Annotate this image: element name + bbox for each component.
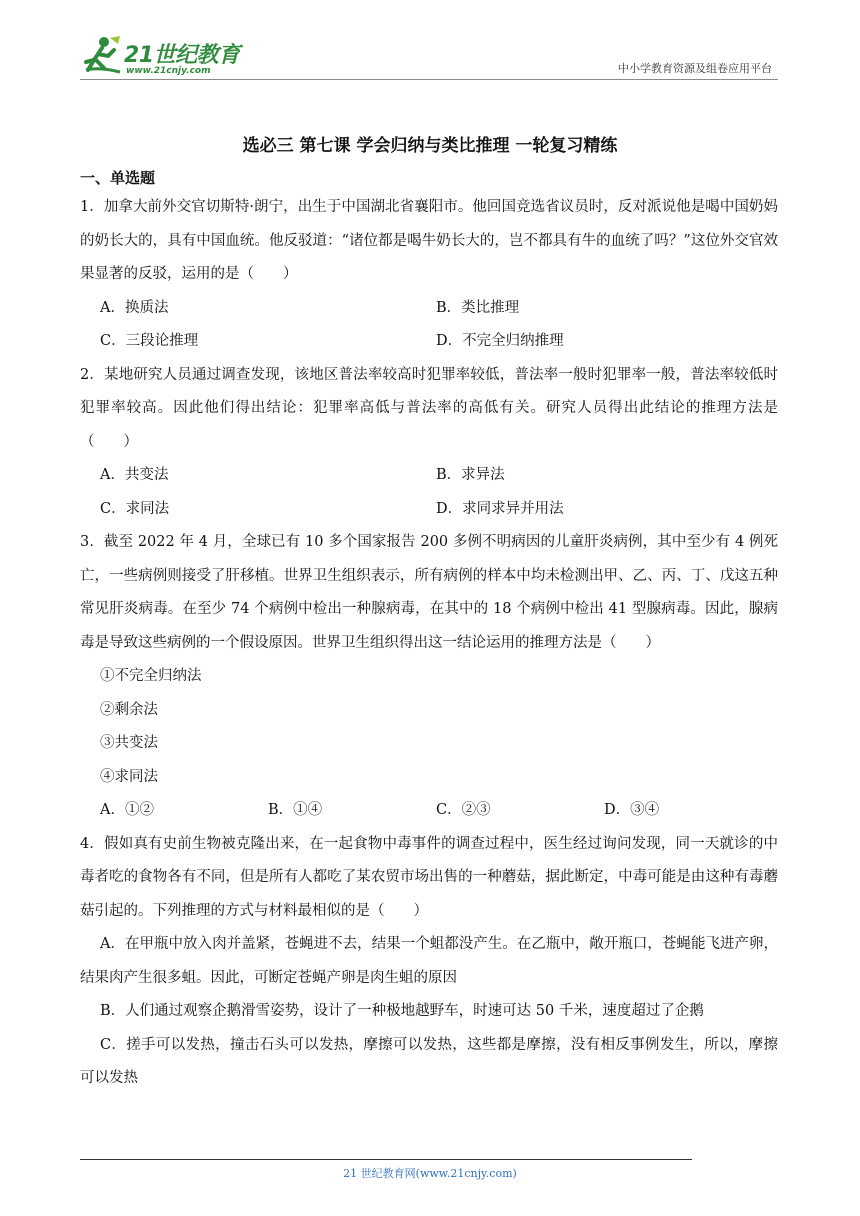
question-4-stem: 4．假如真有史前生物被克隆出来，在一起食物中毒事件的调查过程中，医生经过询问发现，同一天就诊的中毒者吃的食物各有不同，但是所有人都吃了某农贸市场出售的一种蘑菇，据此断定，中毒可能是由这种有毒蘑菇引起的。下列推理的方式与材料最相似的是（ ） (80, 835, 778, 919)
question-2-options-row-2 (80, 493, 778, 527)
question-2-option-b[interactable]: B．求异法 (436, 467, 505, 483)
section-heading: 一、单选题 (80, 169, 156, 187)
question-3-item-1: ①不完全归纳法 (100, 668, 202, 684)
question-1-stem: 1．加拿大前外交官切斯特·朗宁，出生于中国湖北省襄阳市。他回国竞选省议员时，反对派说他是喝中国奶妈的奶长大的，具有中国血统。他反驳道：“诸位都是喝牛奶长大的，岂不都具有牛的血统了吗？”这位外交官效果显著的反驳，运用的是（ ） (80, 199, 778, 282)
question-3-options-row (80, 794, 778, 828)
header-tagline: 中小学教育资源及组卷应用平台 (618, 62, 772, 75)
question-3-item-2: ②剩余法 (100, 701, 158, 718)
footer-link[interactable]: 21 世纪教育网(www.21cnjy.com) (343, 1167, 517, 1180)
question-2-option-c[interactable]: C．求同法 (100, 500, 170, 517)
question-1-options-row-1 (80, 292, 778, 326)
question-1-options-row-2 (80, 325, 778, 359)
question-3-item-3: ③共变法 (100, 735, 158, 751)
question-2-option-d[interactable]: D．求同求异并用法 (436, 500, 564, 517)
question-2-options-row-1 (80, 459, 778, 493)
question-3-option-a[interactable]: A．①② (100, 802, 154, 818)
question-1-option-b[interactable]: B．类比推理 (436, 299, 520, 316)
question-4-option-c[interactable]: C．搓手可以发热，撞击石头可以发热，摩擦可以发热，这些都是摩擦，没有相反事例发生，所以，摩擦可以发热 (80, 1036, 778, 1086)
question-4-option-b[interactable]: B．人们通过观察企鹅滑雪姿势，设计了一种极地越野车，时速可达 50 千米，速度超过了企鹅 (100, 1003, 704, 1019)
question-1-option-c[interactable]: C．三段论推理 (100, 333, 199, 349)
page-title: 选必三 第七课 学会归纳与类比推理 一轮复习精练 (242, 136, 618, 156)
question-3-option-c[interactable]: C．②③ (436, 802, 491, 818)
question-2-stem: 2．某地研究人员通过调查发现，该地区普法率较高时犯罪率较低，普法率一般时犯罪率一般，普法率较低时犯罪率较高。因此他们得出结论：犯罪率高低与普法率的高低有关。研究人员得出此结论的推理方法是（ ） (80, 366, 778, 450)
runner-logo-icon (80, 34, 124, 80)
question-3-option-d[interactable]: D．③④ (604, 802, 660, 818)
page-header (0, 0, 860, 90)
question-3-option-b[interactable]: B．①④ (268, 802, 323, 818)
question-3-stem: 3．截至 2022 年 4 月，全球已有 10 多个国家报告 200 多例不明病因的儿童肝炎病例，其中至少有 4 例死亡，一些病例则接受了肝移植。世界卫生组织表示，所有病例的样本中均未检测出甲、乙、丙、丁、戊这五种常见肝炎病毒。在至少 74 个病例中检出一种腺病毒，在其中的 18 个病例中检出 41 型腺病毒。因此，腺病毒是导致这些病例的一个假设原因。世界卫生组织得出这一结论运用的推理方法是（ ） (80, 534, 778, 651)
site-logo[interactable] (80, 34, 250, 82)
logo-text: 21世纪教育 (124, 43, 240, 68)
logo-url: www.21cnjy.com (126, 66, 211, 76)
question-list (80, 191, 778, 1096)
question-2-option-a[interactable]: A．共变法 (100, 467, 169, 483)
question-4-option-a[interactable]: A．在甲瓶中放入肉并盖紧，苍蝇进不去，结果一个蛆都没产生。在乙瓶中，敞开瓶口，苍蝇能飞进产卵，结果肉产生很多蛆。因此，可断定苍蝇产卵是肉生蛆的原因 (80, 936, 778, 986)
footer-divider (80, 1159, 692, 1160)
question-1-option-a[interactable]: A．换质法 (100, 299, 169, 316)
question-1-option-d[interactable]: D．不完全归纳推理 (436, 333, 564, 349)
question-3-item-4: ④求同法 (100, 768, 158, 785)
header-divider (80, 79, 778, 80)
